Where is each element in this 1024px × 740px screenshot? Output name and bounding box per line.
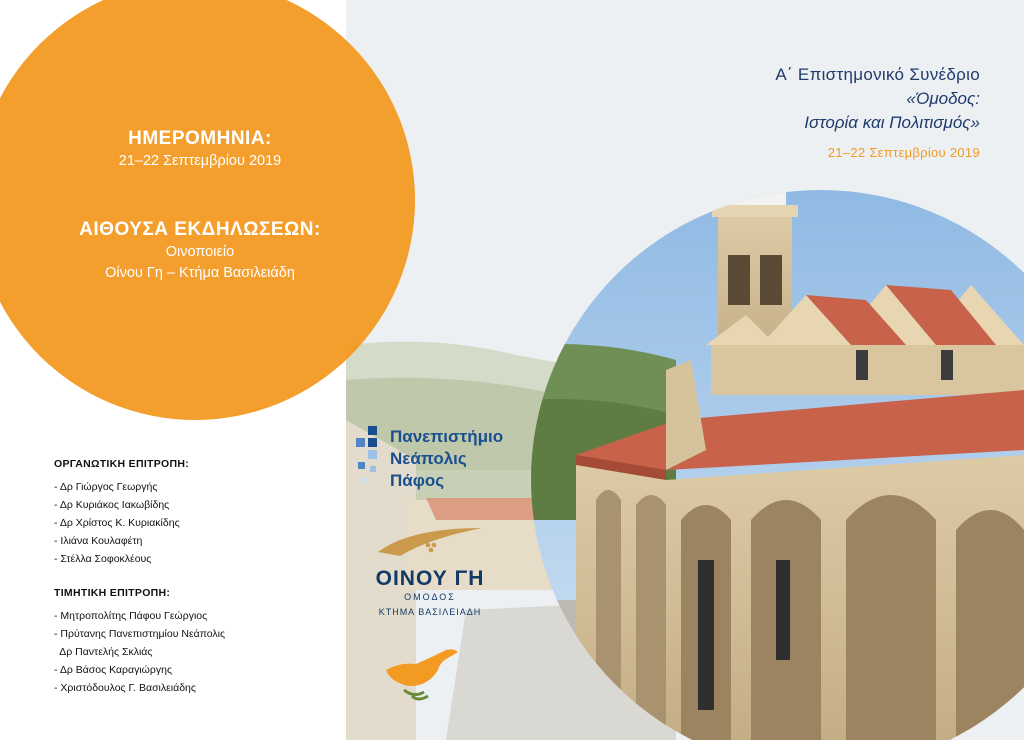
list-item: Δρ Παντελής Σκλιάς: [54, 646, 153, 658]
winery-subtitle-1: ΟΜΟΔΟΣ: [404, 592, 456, 602]
list-item: - Στέλλα Σοφοκλέους: [54, 553, 152, 565]
honorary-committee-heading: ΤΙΜΗΤΙΚΗ ΕΠΙΤΡΟΠΗ:: [54, 587, 171, 599]
conference-title-block: [580, 62, 980, 160]
conference-title-line3: Ιστορία και Πολιτισμός»: [804, 113, 980, 132]
university-cube-icon: [350, 422, 388, 502]
list-item: - Δρ Κυριάκος Ιακωβίδης: [54, 499, 170, 511]
conference-title-line2: «Όμοδος:: [906, 89, 980, 108]
venue-label: ΑΙΘΟΥΣΑ ΕΚΔΗΛΩΣΕΩΝ:: [79, 219, 321, 240]
list-item: - Πρύτανης Πανεπιστημίου Νεάπολις: [54, 628, 226, 640]
university-line3: Πάφος: [390, 471, 445, 490]
date-block: [10, 127, 390, 172]
organizing-committee-heading: ΟΡΓΑΝΩΤΙΚΗ ΕΠΙΤΡΟΠΗ:: [54, 458, 190, 470]
venue-line2: Οίνου Γη – Κτήμα Βασιλειάδη: [105, 265, 295, 281]
list-item: - Δρ Χρίστος Κ. Κυριακίδης: [54, 517, 180, 529]
conference-date: 21–22 Σεπτεμβρίου 2019: [827, 145, 980, 160]
list-item: - Δρ Βάσος Καραγιώργης: [54, 664, 173, 676]
list-item: - Χριστόδουλος Γ. Βασιλειάδης: [54, 682, 196, 694]
winery-logo: [370, 520, 490, 619]
date-value: 21–22 Σεπτεμβρίου 2019: [118, 153, 282, 169]
venue-line1: Οινοποιείο: [165, 244, 235, 260]
conference-title-line1: Α΄ Επιστημονικό Συνέδριο: [775, 65, 980, 84]
university-line1: Πανεπιστήμιο: [390, 427, 504, 446]
university-name: [390, 426, 503, 492]
list-item: - Δρ Γιώργος Γεωργής: [54, 481, 158, 493]
winery-name: ΟΙΝΟΥ ΓΗ: [375, 567, 485, 590]
winery-subtitle-2: ΚΤΗΜΑ ΒΑΣΙΛΕΙΑΔΗ: [378, 607, 482, 617]
university-logo: [350, 418, 540, 508]
university-line2: Νεάπολις: [390, 449, 467, 468]
list-item: - Ιλιάνα Κουλαφέτη: [54, 535, 143, 547]
honorary-committee: [54, 587, 225, 697]
date-label: ΗΜΕΡΟΜΗΝΙΑ:: [128, 128, 272, 149]
organizing-committee: [54, 458, 189, 568]
cyprus-map-icon: [382, 640, 462, 710]
winery-grape-icon: [370, 520, 490, 560]
list-item: - Μητροπολίτης Πάφου Γεώργιος: [54, 610, 208, 622]
venue-block: [10, 218, 390, 284]
